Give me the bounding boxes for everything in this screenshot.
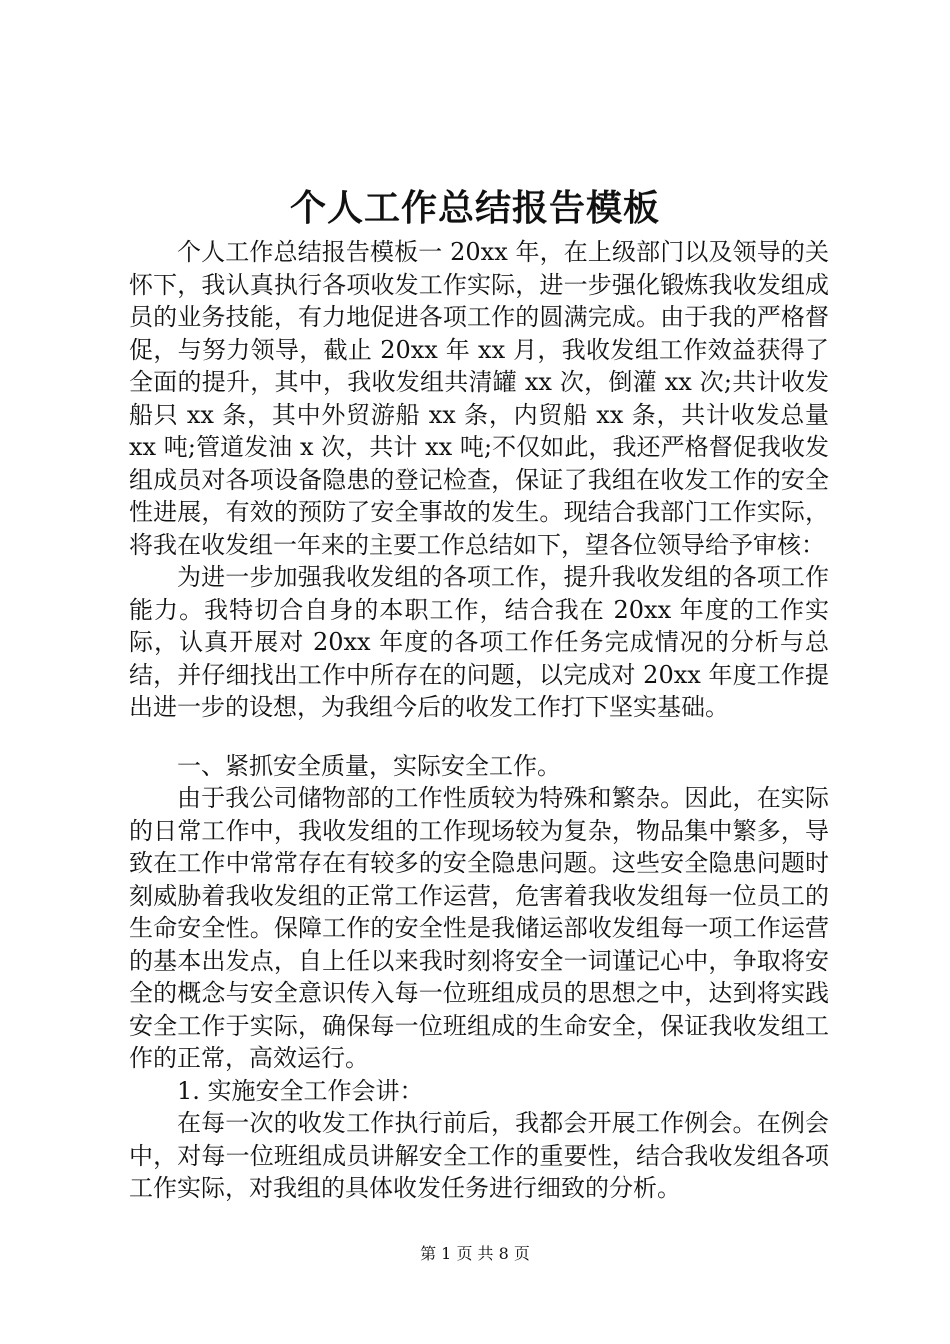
safety-paragraph: 由于我公司储物部的工作性质较为特殊和繁杂。因此，在实际的日常工作中，我收发组的工作现场较为复杂，物品集中繁多，导致在工作中常常存在有较多的安全隐患问题。这些安全隐患问题时刻威胁着我收发组的正常工作运营，危害着我收发组每一位员工的生命安全性。保障工作的安全性是我储运部收发组每一项工作运营的基本出发点，自上任以来我时刻将安全一词谨记心中，争取将安全的概念与安全意识传入每一位班组成员的思想之中，达到将实践安全工作于实际，确保每一位班组成的生命安全，保证我收发组工作的正常，高效运行。 <box>129 784 829 1072</box>
paragraph-spacer <box>129 724 829 750</box>
subsection-heading-safety-meeting: 1. 实施安全工作会讲： <box>177 1076 424 1105</box>
purpose-paragraph: 为进一步加强我收发组的各项工作，提升我收发组的各项工作能力。我特切合自身的本职工作，结合我在 20xx 年度的工作实际，认真开展对 20xx 年度的各项工作任务完成情况的分析与总结，并仔细找出工作中所存在的问题，以完成对 20xx 年度工作提出进一步的设想，为我组今后的收发工作打下坚实基础。 <box>129 563 829 721</box>
safety-meeting-paragraph: 在每一次的收发工作执行前后，我都会开展工作例会。在例会中，对每一位班组成员讲解安全工作的重要性，结合我收发组各项工作实际，对我组的具体收发任务进行细致的分析。 <box>129 1109 829 1202</box>
section-heading-safety: 一、紧抓安全质量，实际安全工作。 <box>177 751 561 780</box>
page-footer: 第 1 页 共 8 页 <box>420 1244 530 1263</box>
document-title: 个人工作总结报告模板 <box>289 187 660 229</box>
intro-paragraph: 个人工作总结报告模板一 20xx 年，在上级部门以及领导的关怀下，我认真执行各项收发工作实际，进一步强化锻炼我收发组成员的业务技能，有力地促进各项工作的圆满完成。由于我的严格督促，与努力领导，截止 20xx 年 xx 月，我收发组工作效益获得了全面的提升，其中，我收发组共清罐 xx 次，倒灌 xx 次;共计收发船只 xx 条，其中外贸游船 xx 条，内贸船 xx 条，共计收发总量 xx 吨;管道发油 x 次，共计 xx 吨;不仅如此，我还严格督促我收发组成员对各项设备隐患的登记检查，保证了我组在收发工作的安全性进展，有效的预防了安全事故的发生。现结合我部门工作实际，将我在收发组一年来的主要工作总结如下，望各位领导给予审核： <box>129 238 829 559</box>
document-body <box>129 236 829 1205</box>
